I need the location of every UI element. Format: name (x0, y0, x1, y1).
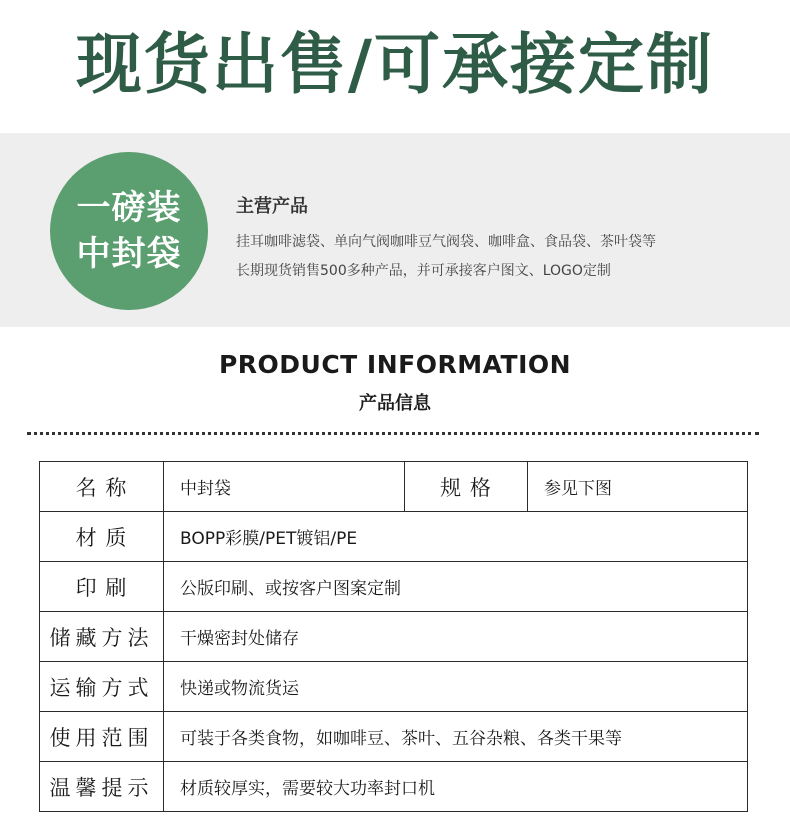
row-label: 印 刷 (40, 562, 164, 612)
product-badge (50, 152, 208, 310)
name-label: 名 称 (40, 462, 164, 512)
intro-title: 主营产品 (236, 196, 308, 217)
intro-line-1: 挂耳咖啡滤袋、单向气阀咖啡豆气阀袋、咖啡盒、食品袋、茶叶袋等 (236, 234, 656, 250)
dotted-divider (27, 432, 759, 435)
hero-title: 现货出售/可承接定制 (75, 25, 715, 103)
row-label: 使用范围 (40, 712, 164, 762)
row-label: 温馨提示 (40, 762, 164, 812)
table-row (40, 612, 748, 662)
product-info-table (39, 461, 748, 812)
badge-line-1: 一磅装 (76, 188, 182, 228)
row-value: 可装于各类食物，如咖啡豆、茶叶、五谷杂粮、各类干果等 (164, 712, 748, 762)
table-row (40, 712, 748, 762)
table-row (40, 762, 748, 812)
table-row-name (40, 462, 748, 512)
table-row (40, 662, 748, 712)
section-title-cn: 产品信息 (359, 393, 431, 414)
row-value: BOPP彩膜/PET镀铝/PE (164, 512, 748, 562)
row-value: 公版印刷、或按客户图案定制 (164, 562, 748, 612)
section-title-en: PRODUCT INFORMATION (218, 350, 572, 379)
row-value: 快递或物流货运 (164, 662, 748, 712)
row-value: 干燥密封处储存 (164, 612, 748, 662)
intro-text (236, 195, 656, 286)
row-label: 运输方式 (40, 662, 164, 712)
spec-value: 参见下图 (528, 462, 748, 512)
row-label: 储藏方法 (40, 612, 164, 662)
badge-line-2: 中封袋 (76, 234, 182, 274)
intro-line-2: 长期现货销售500多种产品，并可承接客户图文、LOGO定制 (236, 263, 611, 279)
row-label: 材 质 (40, 512, 164, 562)
table-row (40, 562, 748, 612)
spec-label: 规 格 (405, 462, 528, 512)
hero-banner (0, 0, 790, 133)
table-row (40, 512, 748, 562)
name-value: 中封袋 (164, 462, 405, 512)
row-value: 材质较厚实，需要较大功率封口机 (164, 762, 748, 812)
